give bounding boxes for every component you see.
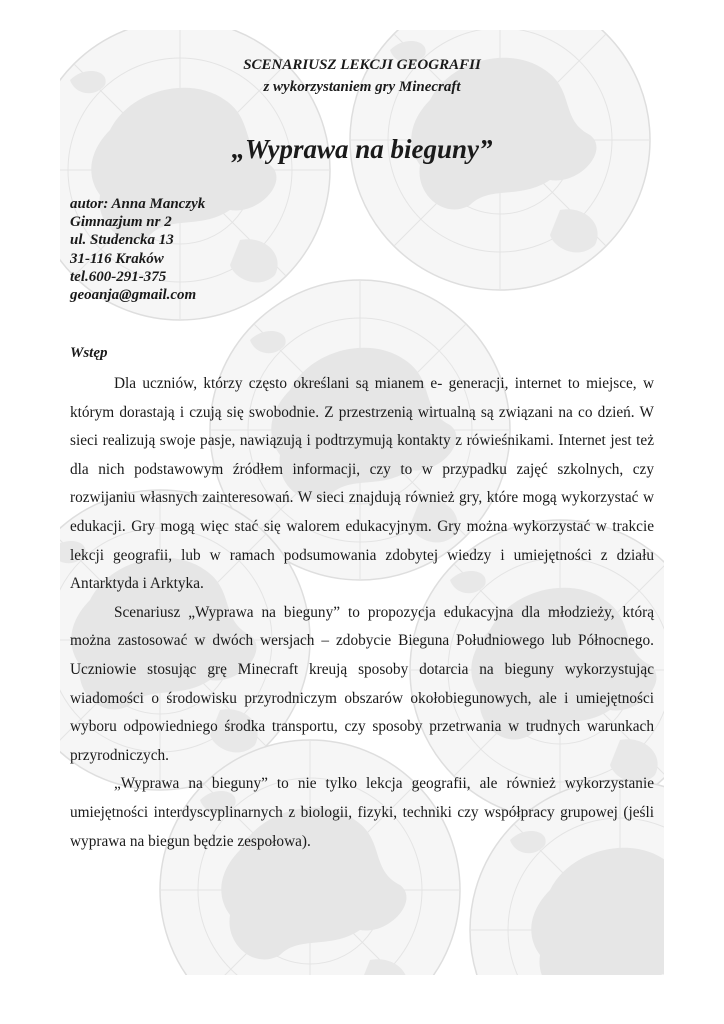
paragraph-3: „Wyprawa na bieguny” to nie tylko lekcja geografii, ale również wykorzystanie umiejętności interdyscyplinarnych z biologii, fizyki, techniki czy współpracy grupowej (jeśli wyprawa na biegun będzie zespołowa). <box>70 775 654 850</box>
author-name: autor: Anna Manczyk <box>70 196 206 212</box>
author-city: 31-116 Kraków <box>70 250 164 267</box>
paragraph-2: Scenariusz „Wyprawa na bieguny” to propozycja edukacyjna dla młodzieży, którą można zastosować w dwóch wersjach – zdobycie Bieguna Południowego lub Północnego. Uczniowie stosując grę Minecraft kreują sposoby dotarcia na bieguny wykorzystując wiadomości o środowisku przyrodniczym obszarów okołobiegunowych, ale i umiejętności wyboru odpowiedniego środka transportu, czy sposoby przetrwania w trudnych warunkach przyrodniczych. <box>70 603 654 764</box>
paragraph-1: Dla uczniów, którzy często określani są mianem e- generacji, internet to miejsce, w którym dorastają i czują się swobodnie. Z przestrzenią wirtualną są związani na co dzień. W sieci realizują swoje pasje, nawiązują i podtrzymują kontakty z rówieśnikami. Internet jest też dla nich podstawowym źródłem informacji, czy to w przypadku zajęć szkolnych, czy rozwijaniu własnych zainteresowań. W sieci znajdują również gry, które mogą wykorzystać w edukacji. Gry mogą więc stać się walorem edukacyjnym. Gry można wykorzystać w trakcie lekcji geografii, lub w ramach podsumowania zdobytej wiedzy i umiejętności z działu Antarktyda i Arktyka. <box>70 375 654 593</box>
section-heading: Wstęp <box>70 345 108 361</box>
body-text <box>70 370 654 856</box>
author-email: geoanja@gmail.com <box>70 287 197 304</box>
header-line-2: z wykorzystaniem gry Minecraft <box>263 79 461 95</box>
author-phone: tel.600-291-375 <box>70 268 167 285</box>
author-block <box>70 195 205 304</box>
author-street: ul. Studencka 13 <box>70 232 174 249</box>
author-school: Gimnazjum nr 2 <box>70 214 172 231</box>
document-title: „Wyprawa na bieguny” <box>231 134 493 164</box>
header-line-1: SCENARIUSZ LEKCJI GEOGRAFII <box>243 57 481 73</box>
